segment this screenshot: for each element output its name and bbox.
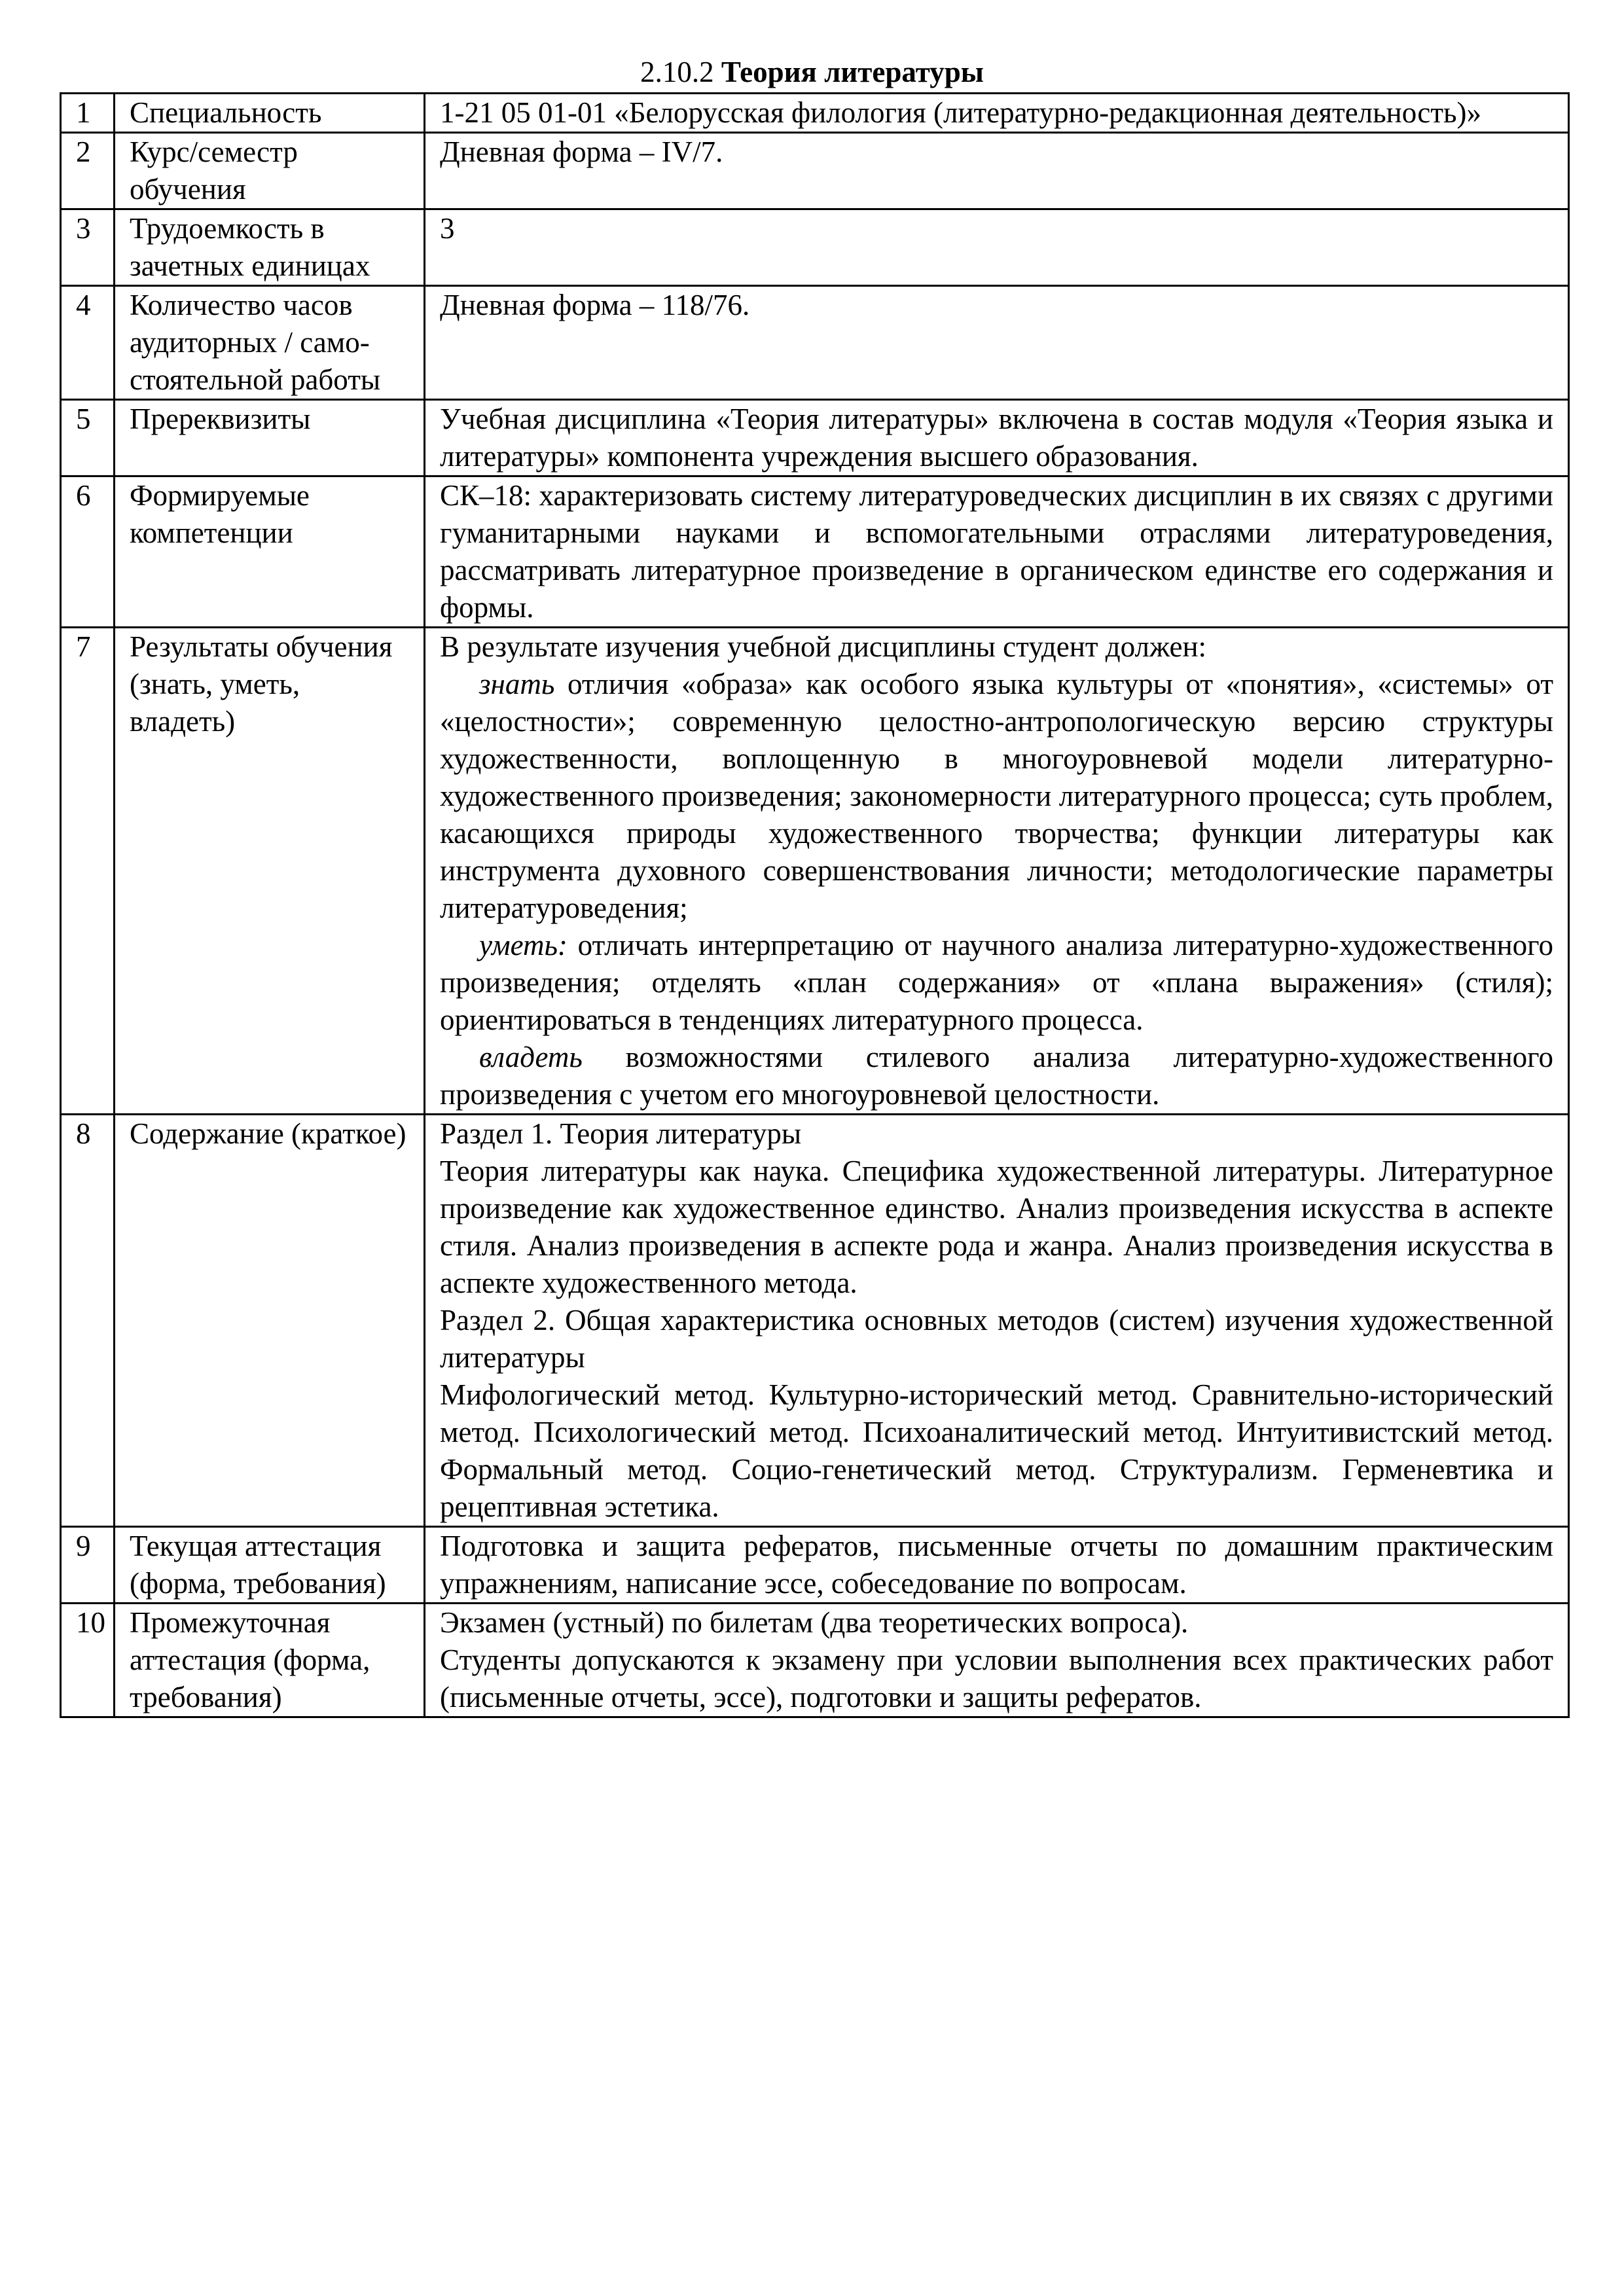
- row-number: 8: [61, 1115, 115, 1527]
- table-row: [61, 628, 1569, 1115]
- table-row: [61, 400, 1569, 476]
- section-number: 2.10.2: [640, 56, 714, 88]
- outcome-can-label: уметь:: [479, 929, 568, 961]
- row-content: 1-21 05 01-01 «Белорусская филология (литературно-редакционная деятельность)»: [425, 94, 1569, 133]
- section-name: Теория литературы: [721, 56, 984, 88]
- row-content: СК–18: характеризовать систему литературоведческих дисциплин в их связях с другими гуманитарными науками и вспомогательными отраслями литературоведения, рассматривать литературное произведение в органическом единстве его содержания и формы.: [425, 476, 1569, 628]
- table-row: [61, 1527, 1569, 1604]
- outcome-own-label: владеть: [479, 1041, 583, 1073]
- exam-admission: Студенты допускаются к экзамену при условии выполнения всех практических работ (письменные отчеты, эссе), подготовки и защиты рефератов.: [440, 1643, 1553, 1713]
- row-number: 7: [61, 628, 115, 1115]
- outcome-own-text: возможностями стилевого анализа литературно-художественного произведения с учетом его многоуровневой целостности.: [440, 1041, 1553, 1111]
- table-row: [61, 1115, 1569, 1527]
- section-1-text: Теория литературы как наука. Специфика художественной литературы. Литературное произведение как художественное единство. Анализ произведения искусства в аспекте стиля. Анализ произведения в аспекте рода и жанра. Анализ произведения искусства в аспекте художественного метода.: [440, 1155, 1553, 1299]
- row-label: Количество часов аудиторных / само-стоятельной работы: [115, 286, 425, 400]
- row-content: Учебная дисциплина «Теория литературы» включена в состав модуля «Теория языка и литературы» компонента учреждения высшего образования.: [425, 400, 1569, 476]
- page-title: [0, 54, 1624, 90]
- row-content: 3: [425, 209, 1569, 286]
- outcome-can-text: отличать интерпретацию от научного анализа литературно-художественного произведения; отделять «план содержания» от «плана выражения» (стиля); ориентироваться в тенденциях литературного процесса.: [440, 929, 1553, 1036]
- row-label: Результаты обучения (знать, уметь, владеть): [115, 628, 425, 1115]
- outcome-know-label: знать: [479, 668, 555, 700]
- outcome-know-text: отличия «образа» как особого языка культуры от «понятия», «системы» от «целостности»; современную целостно-антропологическую версию структуры художественности, воплощенную в многоуровневой модели литературно-художественного произведения; закономерности литературного процесса; суть проблем, касающихся природы художественного творчества; функции литературы как инструмента духовного совершенствования личности; методологические параметры литературоведения;: [440, 668, 1553, 924]
- row-label: Специальность: [115, 94, 425, 133]
- row-label: Трудоемкость в зачетных единицах: [115, 209, 425, 286]
- learning-outcomes-intro: В результате изучения учебной дисциплины студент должен:: [440, 630, 1207, 663]
- row-number: 1: [61, 94, 115, 133]
- outcome-can: [440, 927, 1553, 1039]
- row-content: [425, 1604, 1569, 1717]
- table-row: [61, 209, 1569, 286]
- row-label: Промежуточная аттестация (форма, требования): [115, 1604, 425, 1717]
- section-1-title: Раздел 1. Теория литературы: [440, 1117, 802, 1150]
- discipline-table: [60, 92, 1570, 1718]
- row-label: Содержание (краткое): [115, 1115, 425, 1527]
- row-number: 9: [61, 1527, 115, 1604]
- table-row: [61, 133, 1569, 209]
- row-content: Подготовка и защита рефератов, письменные отчеты по домашним практическим упражнениям, написание эссе, собеседование по вопросам.: [425, 1527, 1569, 1604]
- row-number: 4: [61, 286, 115, 400]
- table-row: [61, 476, 1569, 628]
- row-number: 6: [61, 476, 115, 628]
- section-2-title: Раздел 2. Общая характеристика основных методов (систем) изучения художественной литературы: [440, 1304, 1553, 1374]
- row-number: 3: [61, 209, 115, 286]
- row-content: Дневная форма – IV/7.: [425, 133, 1569, 209]
- row-label: Текущая аттестация (форма, требования): [115, 1527, 425, 1604]
- table-row: [61, 286, 1569, 400]
- row-label: Формируемые компетенции: [115, 476, 425, 628]
- row-label: Пререквизиты: [115, 400, 425, 476]
- row-label: Курс/семестр обучения: [115, 133, 425, 209]
- section-2-text: Мифологический метод. Культурно-исторический метод. Сравнительно-исторический метод. Психологический метод. Психоаналитический метод. Интуитивистский метод. Формальный метод. Социо-генетический метод. Структурализм. Герменевтика и рецептивная эстетика.: [440, 1378, 1553, 1523]
- row-number: 2: [61, 133, 115, 209]
- row-number: 5: [61, 400, 115, 476]
- table-row: [61, 1604, 1569, 1717]
- outcome-own: [440, 1039, 1553, 1113]
- table-row: [61, 94, 1569, 133]
- row-content: Дневная форма – 118/76.: [425, 286, 1569, 400]
- exam-format: Экзамен (устный) по билетам (два теоретических вопроса).: [440, 1606, 1189, 1639]
- row-content: [425, 1115, 1569, 1527]
- row-content: [425, 628, 1569, 1115]
- outcome-know: [440, 666, 1553, 927]
- row-number: 10: [61, 1604, 115, 1717]
